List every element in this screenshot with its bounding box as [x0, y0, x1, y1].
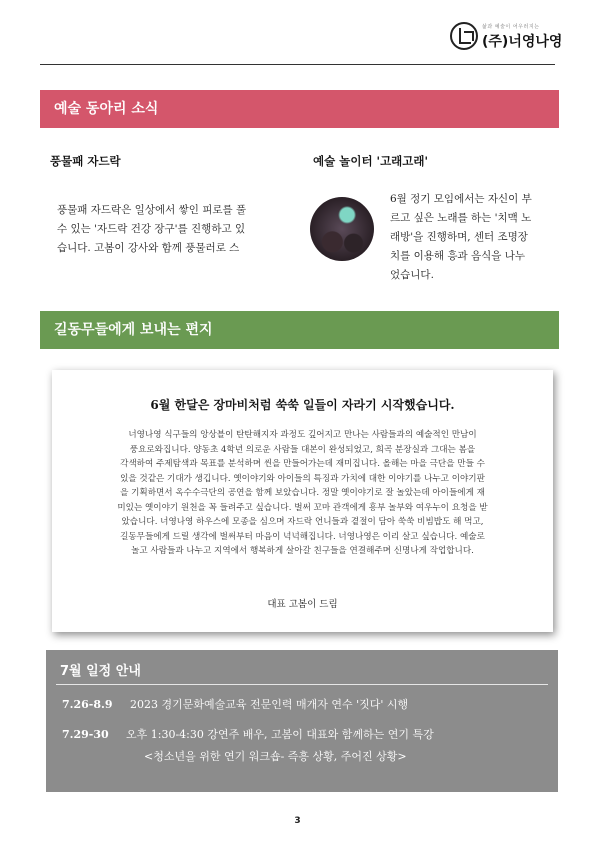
club-photo: [310, 197, 374, 261]
letter-line: 을 기획하면서 옥수수극단의 공연을 함께 보았습니다. 정말 옛이야기로 잘 놀았는데 아이들에게 재: [120, 488, 485, 498]
subtitle-goraegorae: 예술 놀이터 '고래고래': [313, 154, 429, 168]
text-line: 치를 이용해 흥과 음식을 나누: [390, 250, 526, 262]
text-line: 6월 정기 모임에서는 자신이 부: [390, 193, 532, 205]
section-title-art-club: 예술 동아리 소식: [40, 90, 559, 128]
text-line: 수 있는 '자드락 건강 장구'를 진행하고 있: [57, 223, 246, 235]
letter-signature: 대표 고봄이 드림: [267, 599, 338, 610]
logo-icon: [450, 22, 478, 50]
schedule-text: 2023 경기문화예술교육 전문인력 매개자 연수 '짓다' 시행: [130, 698, 409, 711]
schedule-divider: [56, 684, 548, 685]
text-line: 었습니다.: [390, 269, 434, 281]
page-number: 3: [294, 816, 301, 826]
letter-card: [52, 370, 553, 632]
goraegorae-text: [390, 190, 532, 285]
letter-line: 미있는 옛이야기 원천을 꼭 들려주고 싶습니다. 벌써 꼬마 관객에게 흥부 놀부와 여우누이 요청을 받: [117, 502, 488, 513]
letter-line: 각색하여 주제탐색과 목표를 분석하며 씬을 만들어가는데 재미집니다. 올해는 마을 극단을 만들 수: [120, 459, 485, 469]
section-title-letter: 길동무들에게 보내는 편지: [40, 311, 559, 349]
subtitle-pungmul: 풍물패 자드락: [50, 154, 121, 168]
schedule-note: <청소년을 위한 연기 워크숍- 즉흥 상황, 주어진 상황>: [144, 750, 407, 763]
schedule-date: 7.26-8.9: [62, 698, 113, 711]
letter-heading: 6월 한달은 장마비처럼 쑥쑥 일들이 자라기 시작했습니다.: [150, 398, 455, 412]
logo-tagline: 삶과 예술이 어우러지는: [482, 24, 540, 30]
letter-line: 길동무들에게 드릴 생각에 벌써부터 마음이 넉넉해집니다. 너영나영은 이리 살고 싶습니다. 예술로: [120, 531, 485, 542]
letter-line: 았습니다. 너영나영 하우스에 모종을 심으며 자드락 언니들과 곁절이 담아 쑥쑥 비빔밥도 해 먹고,: [121, 517, 484, 527]
schedule-item: [62, 726, 434, 742]
text-line: 르고 싶은 노래를 하는 '치맥 노: [390, 212, 532, 224]
text-line: 풍물패 자드락은 일상에서 쌓인 피로를 풀: [57, 204, 247, 216]
schedule-item: [62, 696, 408, 712]
schedule-date: 7.29-30: [62, 728, 109, 741]
text-line: 습니다. 고봄이 강사와 함께 풍물러로 스: [57, 242, 240, 254]
schedule-title: 7월 일정 안내: [60, 664, 141, 679]
letter-line: 풍요로와집니다. 양동초 4학년 의로운 사람들 대본이 완성되었고, 희곡 분장실과 그대는 봄을: [129, 444, 476, 455]
logo-text: (주)너영나영: [482, 34, 563, 50]
letter-line: 있을 것같은 기대가 생깁니다. 옛이야기와 아이들의 특징과 가치에 대한 이야기를 나누고 이야기판: [120, 473, 485, 484]
pungmul-text: [57, 201, 246, 258]
schedule-text: 오후 1:30-4:30 강연주 배우, 고봄이 대표와 함께하는 연기 특강: [126, 728, 434, 741]
letter-line: 너영나영 식구들의 앙상블이 탄탄해지자 과정도 깊어지고 만나는 사람들과의 예술적인 만남이: [128, 430, 477, 440]
letter-line: 놀고 사람들과 나누고 지역에서 행복하게 살아갈 친구들을 연결해주며 신명나게 작업합니다.: [131, 546, 474, 556]
letter-body: [66, 428, 539, 559]
schedule-box: [46, 650, 558, 792]
header-divider: [40, 64, 555, 65]
text-line: 래방'을 진행하며, 센터 조명장: [390, 231, 528, 243]
